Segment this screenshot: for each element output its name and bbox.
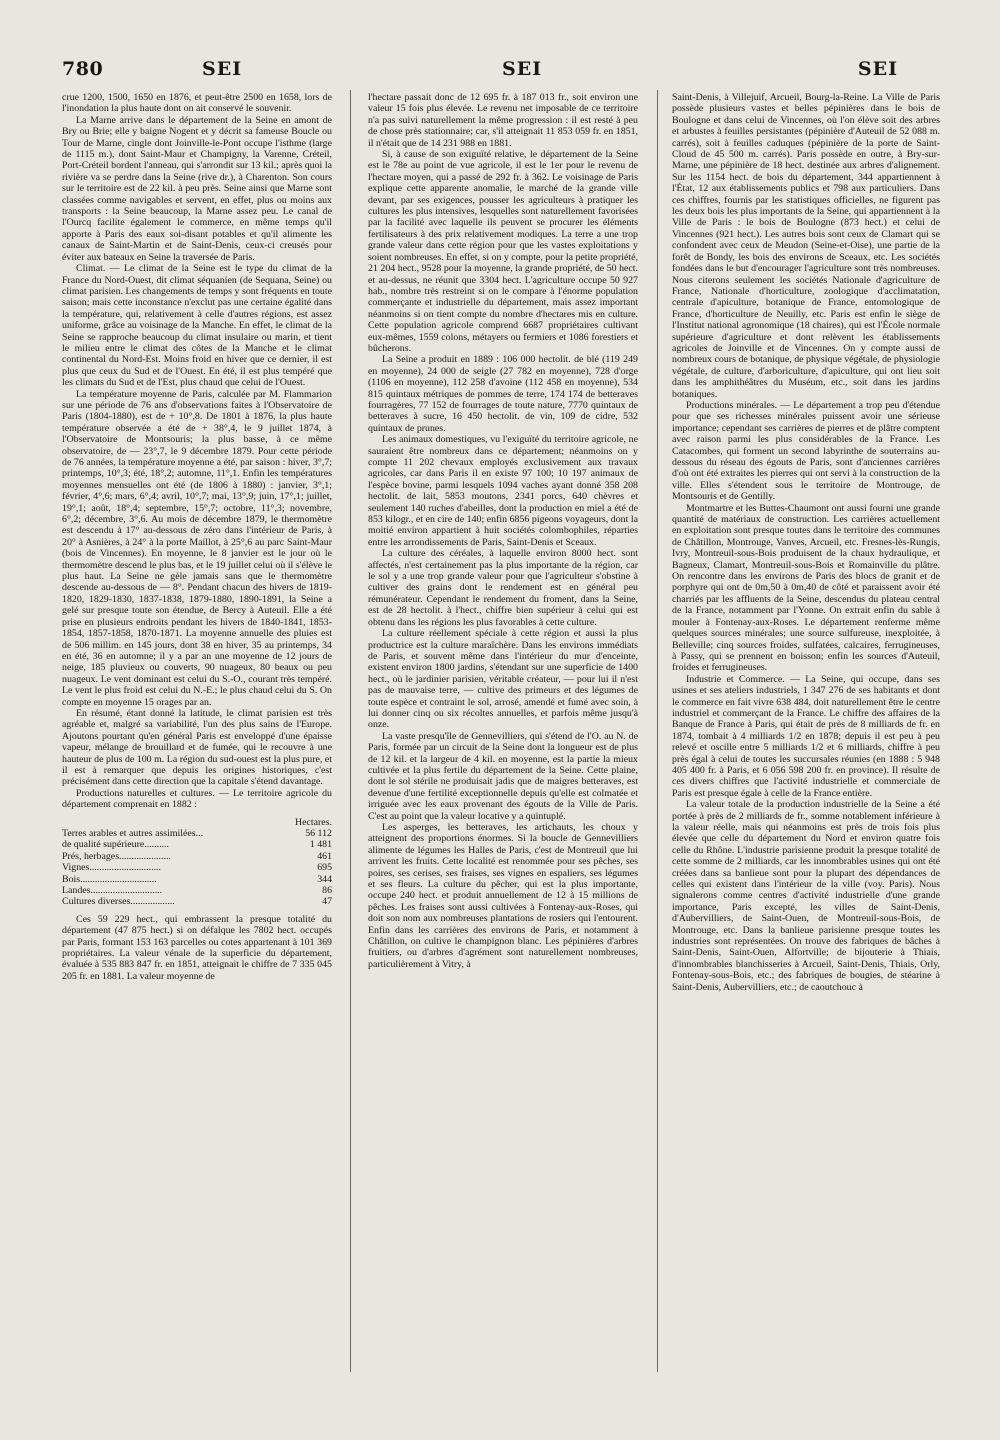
paragraph: Saint-Denis, à Villejuif, Arcueil, Bourg-la-Reine. La Ville de Paris possède plusieurs vastes et belles pépinières dans le bois de Boulogne et dans celui de Vincennes, où l'on élève soit des arbres et arbustes à feuilles persistantes (pépinière d'Auteuil de 52 088 m. carrés), soit à feuilles caduques (pépinière de la porte de Saint-Cloud de 45 500 m. carrés). Paris possède en outre, à Bry-sur-Marne, une pépinière de 18 hect. destinée aux arbres d'alignement. Sur les 1154 hect. de bois du département, 344 appartiennent à l'État, 12 aux établissements publics et 798 aux particuliers. Dans ces chiffres, fournis par les statistiques officielles, ne figurent pas les deux bois les plus importants de la Seine, qui appartiennent à la Ville de Paris : le bois de Boulogne (873 hect.) et celui de Vincennes (921 hect.). Les autres bois sont ceux de Clamart qui se confondent avec ceux de Meudon (Seine-et-Oise), une partie de la forêt de Bondy, les bois des environs de Sceaux, etc. Les sociétés fondées dans le but d'encourager l'agriculture sont très nombreuses. Nous citerons seulement les sociétés Nationale d'agriculture de France, Nationale d'horticulture, zoologique d'acclimatation, centrale d'apiculture, botanique de France, entomologique de France, d'horticulture de Neuilly, etc. Paris est enfin le siège de l'Institut national agronomique (18 chaires), qui est l'École normale supérieure d'agriculture et dont relèvent les établissements agricoles de Joinville et de Vincennes. On y compte aussi de nombreux cours de botanique, de physique végétale, de physiologie végétale, de culture, d'arboriculture, d'apiculture, qui ont lieu soit dans les amphithéâtres du Muséum, etc., soit dans les jardins botaniques. [672, 92, 940, 400]
paragraph: La culture des céréales, à laquelle environ 8000 hect. sont affectés, n'est certainement pas la plus importante de la région, car le sol y a une trop grande valeur pour que l'agriculteur s'obstine à cultiver des grains dont le rendement est en général peu rémunérateur. Cependant le rendement du froment, dans la Seine, est de 28 hectolit. à l'hect., chiffre bien supérieur à celui qui est obtenu dans les régions les plus favorables à cette culture. [368, 548, 638, 628]
land-use-table [62, 828, 332, 908]
paragraph: Industrie et Commerce. — La Seine, qui occupe, dans ses usines et ses ateliers industriels, 1 347 276 de ses habitants et dont le commerce en fait vivre 638 484, doit naturellement être le centre industriel et commerçant de la France. Le chiffre des affaires de la Banque de France à Paris, qui était de près de 8 milliards de fr. en 1874, tombait à 4 milliards 1/2 en 1878; depuis il est peu à peu relevé et oscille entre 5 milliards 1/2 et 6 milliards, chiffre à peu près égal à celui de toutes les succursales réunies (en 1888 : 5 948 405 400 fr. à Paris, et 6 056 598 200 fr. en province). Il résulte de ces divers chiffres que l'activité industrielle et commerciale de Paris est presque égale à celle de la France entière. [672, 673, 940, 799]
row-label: Terres arables et autres assimilées... [62, 828, 204, 839]
row-label: Vignes............................. [62, 862, 161, 874]
row-value: 1 481 [309, 839, 332, 851]
column-1 [62, 92, 332, 982]
paragraph: La vaste presqu'île de Gennevilliers, qui s'étend de l'O. au N. de Paris, formée par un circuit de la Seine dont la longueur est de plus de 12 kil. et la largeur de 4 kil. en moyenne, est la partie la mieux cultivée et la plus fertile du département de la Seine. Cette plaine, dont le sol stérile ne produisait jadis que de maigres betteraves, est devenue d'une fertilité exceptionnelle depuis qu'elle est colmatée et irriguée avec les eaux provenant des égouts de la Ville de Paris. C'est au point que la valeur locative y a quintuplé. [368, 730, 638, 822]
row-label: Bois............................... [62, 873, 157, 885]
row-value: 56 112 [305, 828, 332, 839]
paragraph: La Seine a produit en 1889 : 106 000 hectolit. de blé (119 249 en moyenne), 24 000 de seigle (27 782 en moyenne), 728 d'orge (1106 en moyenne), 112 258 d'avoine (112 458 en moyenne), 534 815 quintaux métriques de pommes de terre, 174 174 de betteraves fourragères, 77 152 de fourrages de toute nature, 7770 quintaux de betteraves à sucre, 16 450 hectolit. de vin, 109 de cidre, 532 quintaux de prunes. [368, 354, 638, 434]
paragraph: crue 1200, 1500, 1650 en 1876, et peut-être 2500 en 1658, lors de l'inondation la plus haute dont on ait conservé le souvenir. [62, 92, 332, 115]
paragraph: En résumé, étant donné la latitude, le climat parisien est très agréable et, malgré sa variabilité, l'un des plus sains de l'Europe. Ajoutons pourtant qu'en général Paris est enveloppé d'une épaisse vapeur, mélange de brouillard et de fumée, qui le recouvre à une hauteur de plus de 100 m. La région du sud-ouest est la plus pure, et il est à remarquer que depuis les origines historiques, c'est précisément dans cette direction que la capitale s'étend davantage. [62, 707, 332, 788]
row-value: 86 [322, 885, 332, 897]
paragraph: l'hectare passait donc de 12 695 fr. à 187 013 fr., soit environ une valeur 15 fois plus élevée. Le revenu net imposable de ce territoire n'a pas suivi naturellement la même progression : il est resté à peu de chose près stationnaire; car, s'il atteignait 11 853 059 fr. en 1851, il n'était que de 14 231 988 en 1881. [368, 92, 638, 149]
row-label: Landes............................. [62, 885, 163, 897]
paragraph: Si, à cause de son exiguïté relative, le département de la Seine est le 78e au point de vue agricole, il est le 1er pour le revenu de l'hectare moyen, qui a passé de 292 fr. à 362. Le voisinage de Paris explique cette apparente anomalie, le marché de la grande ville devant, par ses exigences, pousser les agriculteurs à pratiquer les cultures les plus intensives, lesquelles sont naturellement favorisées par la facilité avec laquelle ils peuvent se procurer les éléments fertilisateurs à des prix relativement modiques. La terre a une trop grande valeur dans cette région pour que les vastes exploitations y soient nombreuses. En effet, si on y compte, pour la petite propriété, 21 204 hect., 9528 pour la moyenne, la grande propriété, de 50 hect. et au-dessus, ne réunit que 3304 hect. L'agriculture occupe 50 927 hab., nombre très restreint si on le compare à l'énorme population commerçante et industrielle du département, mais assez important néanmoins si on tient compte du nombre d'hectares mis en culture. Cette population agricole comprend 6687 propriétaires cultivant eux-mêmes, 1559 colons, métayers ou fermiers et 1086 forestiers et bûcherons. [368, 149, 638, 354]
table-row [62, 896, 332, 907]
table-row [62, 885, 332, 896]
column-rule [657, 90, 658, 1372]
paragraph: Productions naturelles et cultures. — Le territoire agricole du département comprenait en 1882 : [62, 787, 332, 811]
paragraph: La culture réellement spéciale à cette région et aussi la plus productrice est la culture maraîchère. Dans les environs immédiats de Paris, et souvent même dans l'intérieur du mur d'enceinte, existent environ 1800 jardins, s'étendant sur une superficie de 1400 hect., où le jardinier parisien, véritable créateur, — pour lui il n'est pas de mauvaise terre, — cultive des primeurs et des légumes de toute espèce et contraint le sol, arrosé, amendé et fumé avec soin, à lui donner cinq ou six récoltes annuelles, et parfois même jusqu'à onze. [368, 628, 638, 731]
row-value: 47 [322, 896, 332, 908]
column-rule [350, 90, 351, 1372]
running-head: SEI [502, 58, 543, 80]
paragraph: Montmartre et les Buttes-Chaumont ont aussi fourni une grande quantité de matériaux de construction. Les carrières actuellement en exploitation sont presque toutes dans le territoire des communes de Châtillon, Montrouge, Vanves, Arcueil, etc. Fresnes-lès-Rungis, Ivry, Montreuil-sous-Bois produisent de la chaux hydraulique, et Bagneux, Clamart, Montreuil-sous-Bois et Romainville du plâtre. On rencontre dans les environs de Paris des blocs de granit et de porphyre qui ont de 0m,50 à 0m,40 de côté et paraissent avoir été charriés par les affluents de la Seine, descendus du plateau central de la France, notamment par l'Yonne. On extrait enfin du sable à mouler à Fontenay-aux-Roses. Le département renferme même quelques sources minérales; une source sulfureuse, inexploitée, à Belleville; cinq sources froides, sulfatées, calcaires, ferrugineuses, à Passy, qui se prennent en boisson; enfin les sources d'Auteuil, froides et ferrugineuses. [672, 502, 940, 674]
row-value: 695 [317, 862, 332, 874]
page-number: 780 [62, 58, 104, 80]
paragraph: Productions minérales. — Le département a trop peu d'étendue pour que ses richesses minérales puissent avoir une sérieuse importance; cependant ses carrières de pierres et de plâtre comptent avec raison parmi les plus considérables de la France. Les Catacombes, qui forment un second labyrinthe de souterrains au-dessous du réseau des égouts de Paris, sont d'anciennes carrières d'où ont été extraites les pierres qui ont servi à la construction de la ville. Elles s'étendent sous le territoire de Montrouge, de Montsouris et de Gentilly. [672, 399, 940, 503]
paragraph: Ces 59 229 hect., qui embrassent la presque totalité du département (47 875 hect.) si on défalque les 7802 hect. occupés par Paris, formant 153 163 parcelles ou cotes appartenant à 101 369 propriétaires. La valeur vénale de la superficie du département, évaluée à 535 883 847 fr. en 1851, atteignait le chiffre de 7 335 045 205 fr. en 1881. La valeur moyenne de [62, 913, 332, 982]
paragraph: Climat. — Le climat de la Seine est le type du climat de la France du Nord-Ouest, dit climat séquanien (de Sequana, Seine) ou climat parisien. Les changements de temps y sont fréquents en toute saison; mais cette inconstance n'exclut pas une certaine égalité dans la température, qui, relativement à celle d'autres régions, est assez uniforme, grâce au voisinage de la Manche. En effet, le climat de la Seine se rapproche beaucoup du climat insulaire ou marin, et tient le milieu entre le climat des côtes de la Manche et le climat continental du Nord-Est. Moins froid en hiver que ce dernier, il est plus que ceux du Sud et de l'Ouest. En été, il est plus tempéré que les climats du Sud et de l'Est, plus chaud que celui de l'Ouest. [62, 263, 332, 389]
running-head: SEI [857, 58, 898, 80]
table-row [62, 851, 332, 862]
table-row [62, 839, 332, 850]
table-row [62, 874, 332, 885]
paragraph: La valeur totale de la production industrielle de la Seine a été portée à près de 2 milliards de fr., somme notablement inférieure à la valeur réelle, mais qui néanmoins est près de trois fois plus élevée que celle du département du Nord et environ quatre fois celle du Rhône. L'industrie parisienne produit la presque totalité de cette somme de 2 milliards, car les innombrables usines qui ont été créées dans sa banlieue sont pour la plupart des dépendances de celles qui existent dans l'intérieur de la ville (voy. Paris). Nous signalerons comme centres d'activité industrielle d'une grande importance, Paris excepté, les villes de Saint-Denis, d'Aubervilliers, de Saint-Ouen, de Montreuil-sous-Bois, de Montrouge, etc. Dans la banlieue parisienne presque toutes les industries sont représentées. On trouve des fabriques de bâches à Saint-Denis, Saint-Ouen, Alfortville; de bijouterie à Thiais, d'innombrables blanchisseries à Arcueil, Saint-Denis, Thiais, Orly, Fontenay-sous-Bois, etc.; des fabriques de bougies, de stéarine à Saint-Denis, Aubervilliers, etc.; de caoutchouc à [672, 799, 940, 993]
running-head: SEI [202, 58, 243, 80]
column-3 [672, 92, 940, 993]
page-header [62, 58, 938, 88]
paragraph: La température moyenne de Paris, calculée par M. Flammarion sur une période de 76 ans d'observations faites à l'Observatoire de Paris (1804-1880), est de + 10°,8. De 1801 à 1876, la plus haute température observée a été de + 38°,4, le 9 juillet 1874, à l'Observatoire de Montsouris; la plus basse, à ce même observatoire, de — 23°,7, le 9 décembre 1879. Pour cette période de 76 années, la température moyenne a été, par saison : hiver, 3°,7; printemps, 10°,3; été, 18°,2; automne, 11°,1. Enfin les températures moyennes mensuelles ont été (de 1806 à 1880) : janvier, 3°,1; février, 4°,6; mars, 6°,4; avril, 10°,7; mai, 13°,9; juin, 17°,1; juillet, 19°,1; août, 18°,4; septembre, 15°,7; octobre, 11°,3; novembre, 6°,2; décembre, 3°,6. Au mois de décembre 1879, le thermomètre est descendu à 17° au-dessous de zéro dans l'intérieur de Paris, à 20° à Asnières, à 24° à la porte Maillot, à 25°,6 au parc Saint-Maur (bois de Vincennes). En moyenne, le 8 janvier est le jour où le thermomètre descend le plus bas, et le 19 juillet celui où il s'élève le plus haut. La Seine ne gèle jamais sans que le thermomètre descende au-dessous de — 8°. Pendant chacun des hivers de 1819-1820, 1829-1830, 1837-1838, 1879-1880, 1890-1891, la Seine a gelé sur presque toute son étendue, de Bercy à Auteuil. Elle a été prise en plusieurs endroits pendant les hivers de 1840-1841, 1853-1854, 1857-1858, 1870-1871. La moyenne annuelle des pluies est de 506 millim. en 145 jours, dont 38 en hiver, 35 au printemps, 34 en été, 36 en automne; il y a par an une moyenne de 12 jours de neige, 185 pluvieux ou couverts, 90 nuageux, 80 beaux ou peu nuageux. Le vent dominant est celui du S.-O., courant très tempéré. Le vent le plus froid est celui du N.-E.; le plus chaud celui du S. On compte en moyenne 15 orages par an. [62, 388, 332, 708]
row-label: de qualité supérieure.......... [62, 839, 169, 851]
table-row [62, 862, 332, 873]
table-row [62, 828, 332, 839]
row-value: 344 [317, 873, 332, 885]
table-unit: Hectares. [294, 816, 332, 828]
paragraph: Les asperges, les betteraves, les artichauts, les choux y atteignent des proportions énormes. Si la boucle de Gennevilliers alimente de légumes les Halles de Paris, c'est de Montreuil que lui arrivent les fruits. Cette localité est renommée pour ses pêches, ses poires, ses cerises, ses fraises, ses vignes en espaliers, ses légumes et ses fleurs. La culture du pêcher, qui est la plus importante, occupe 240 hect. et produit annuellement de 12 à 15 millions de pêches. Les fraises sont aussi cultivées à Fontenay-aux-Roses, qui doit son nom aux nombreuses plantations de rosiers qui l'entourent. Enfin dans les carrières des environs de Paris, et notamment à Châtillon, on cultive le champignon blanc. Les pépinières d'arbres fruitiers, ou d'arbres d'agrément sont naturellement nombreuses, particulièrement à Vitry, à [368, 822, 638, 970]
column-2 [368, 92, 638, 970]
paragraph: Les animaux domestiques, vu l'exiguïté du territoire agricole, ne sauraient être nombreux dans ce département; néanmoins on y compte 11 202 chevaux employés exclusivement aux travaux agricoles, car dans Paris il en existe 97 100; 10 197 animaux de l'espèce bovine, parmi lesquels 1094 vaches ayant donné 358 208 hectolit. de lait, 5853 moutons, 2341 porcs, 640 chèvres et seulement 140 ruches d'abeilles, dont la production en miel a été de 853 kilogr., et en cire de 140; enfin 6856 pigeons voyageurs, dont la moitié environ appartient à huit sociétés colombophiles, réparties entre les arrondissements de Paris, Saint-Denis et Sceaux. [368, 434, 638, 548]
row-label: Cultures diverses.................. [62, 896, 175, 908]
paragraph: La Marne arrive dans le département de la Seine en amont de Bry ou Brie; elle y baigne Nogent et y décrit sa fameuse Boucle ou Tour de Marne, cingle dont Joinville-le-Pont occupe l'isthme (large de 1115 m.), dont Saint-Maur et Champigny, la Varenne, Créteil, Port-Créteil bordent l'anneau, qui s'arrondit sur 13 kil.; après quoi la rivière va se perdre dans la Seine (rive dr.), à Charenton. Son cours sur le territoire est de 22 kil. à peu près. Seine ainsi que Marne sont classées comme navigables et servent, en effet, plus ou moins aux transports : la Seine beaucoup, la Marne assez peu. Le canal de l'Ourcq facilite également le commerce, en même temps qu'il apporte à Paris des eaux soi-disant potables et qu'il alimente les canaux de Saint-Martin et de Saint-Denis, ceux-ci creusés pour éviter aux bateaux en Seine la traversée de Paris. [62, 114, 332, 263]
row-value: 461 [317, 850, 332, 862]
row-label: Prés, herbages..................... [62, 850, 171, 862]
